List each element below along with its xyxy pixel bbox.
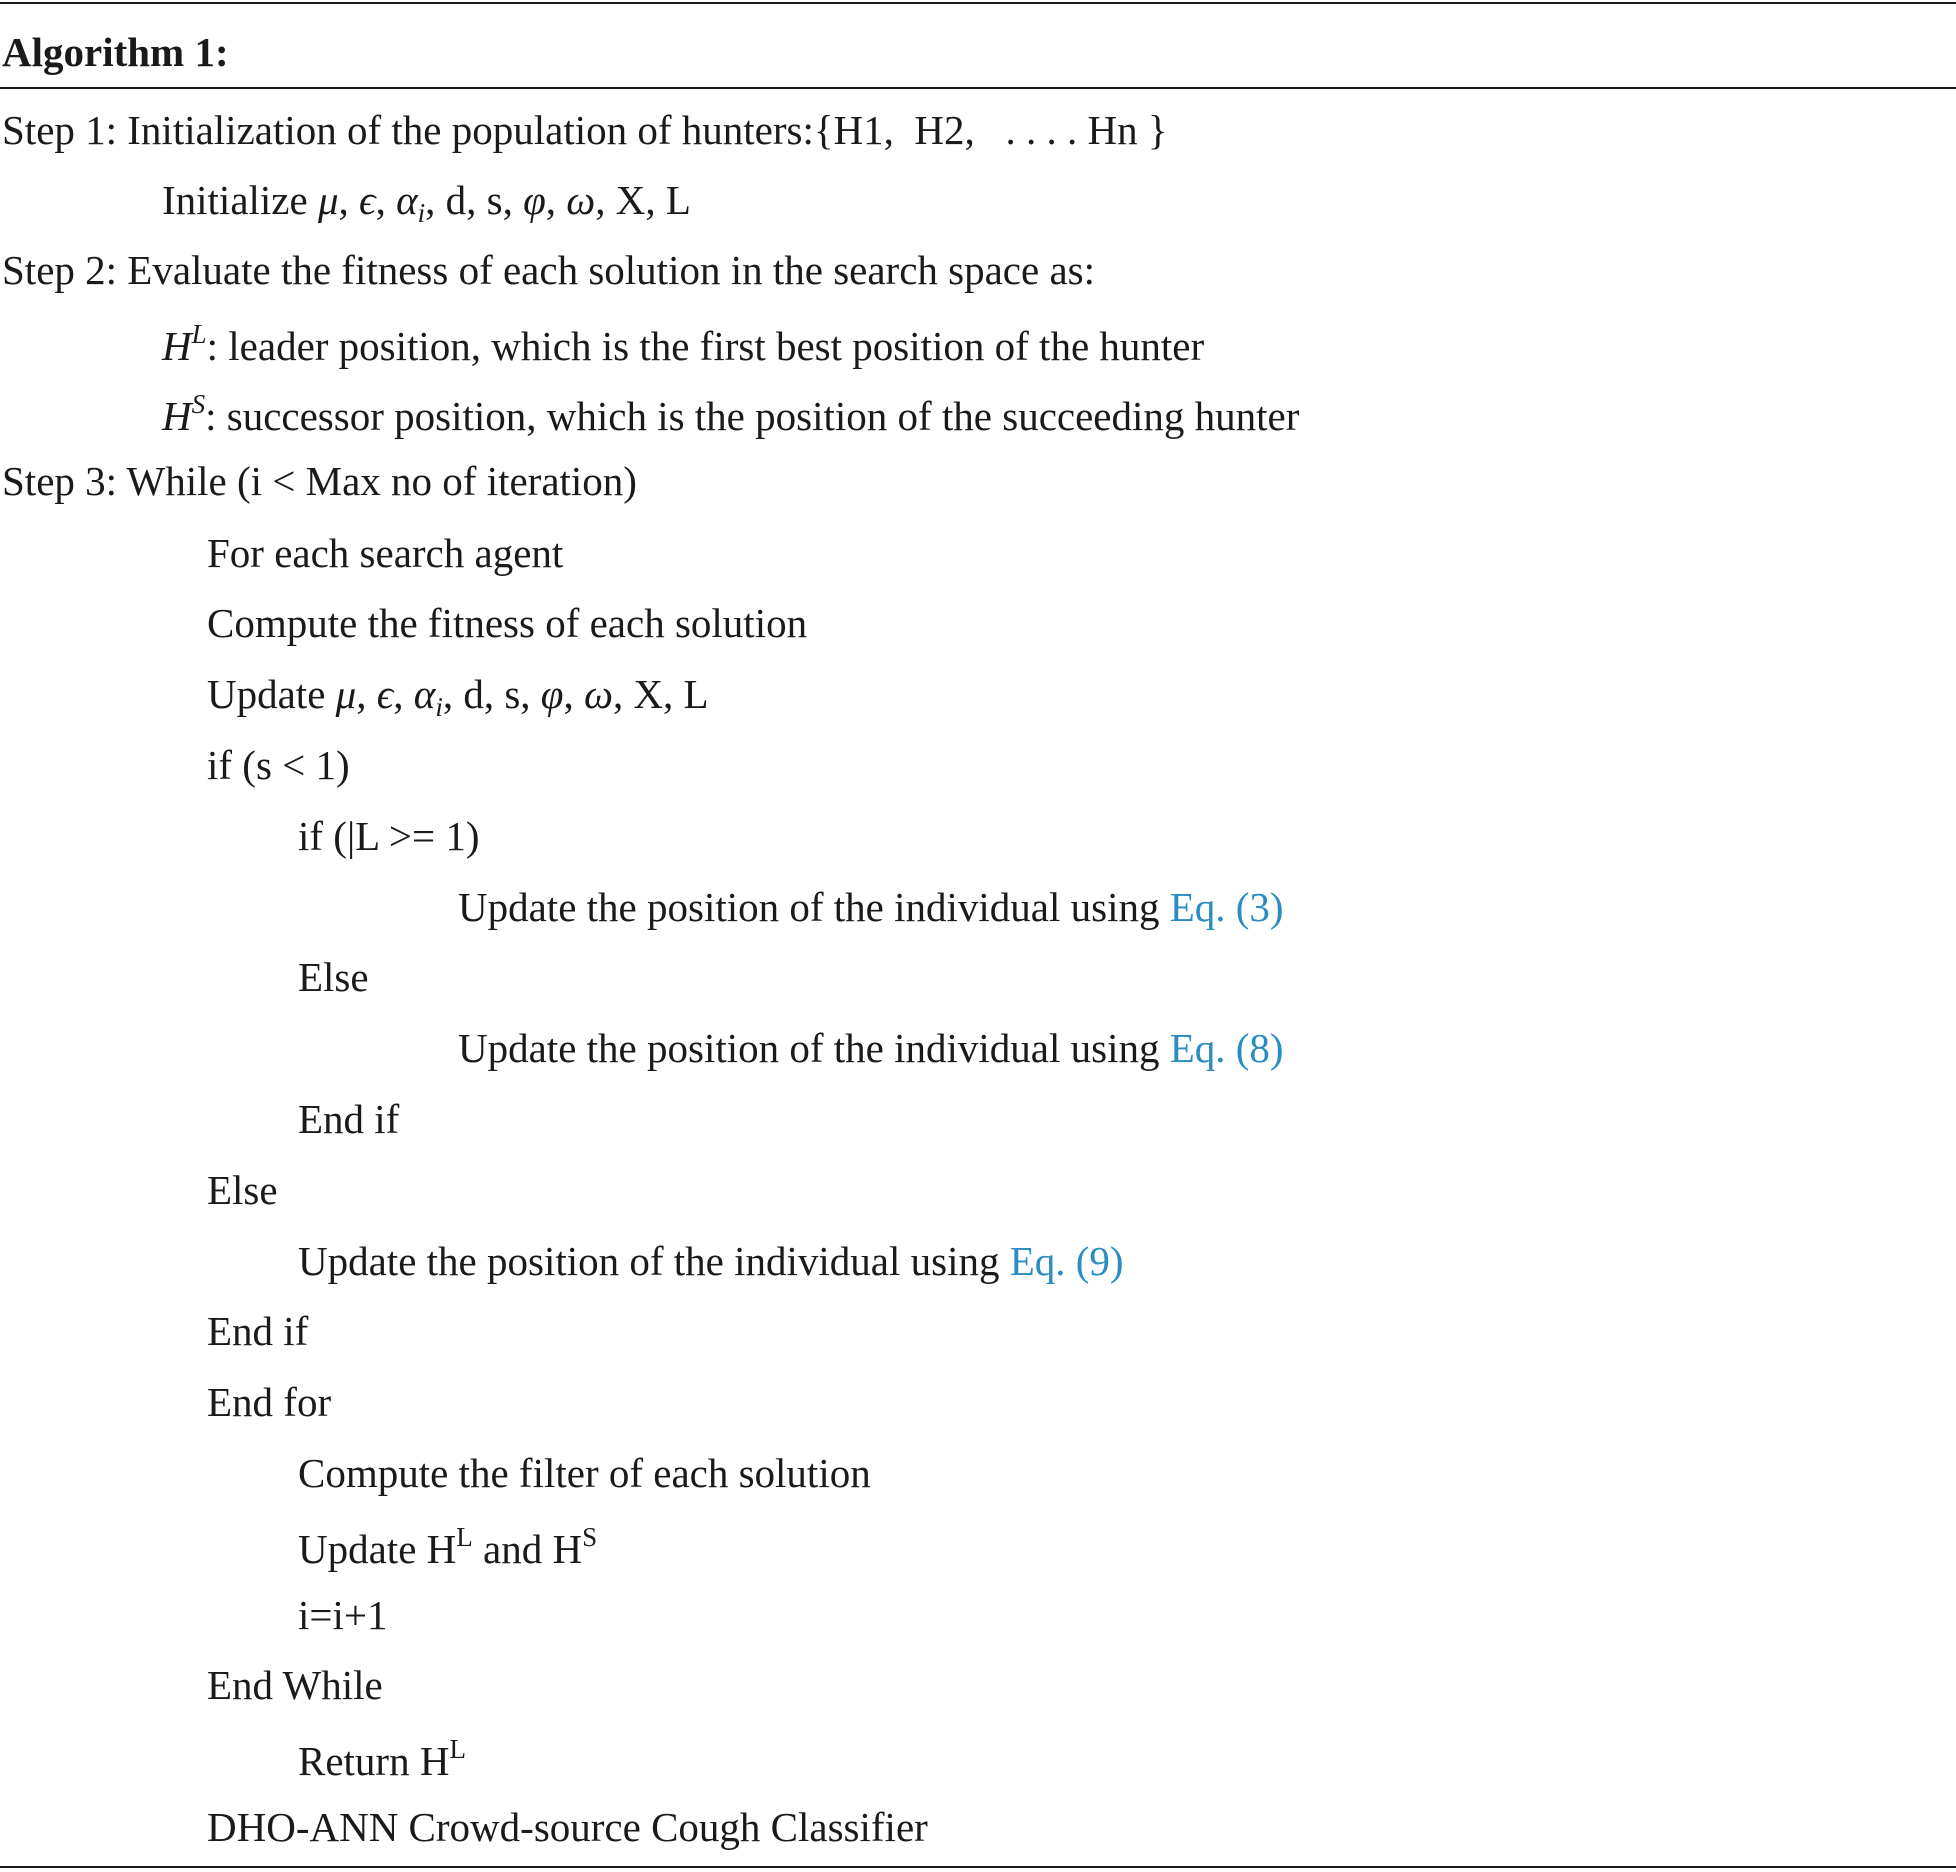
param-x: X [633,671,664,717]
sep: , [545,177,567,223]
step-1-line [2,107,1168,153]
else-inner-line: Else [298,954,369,1000]
algorithm-title: Algorithm 1: [2,29,229,75]
param-eps: ϵ [359,177,376,223]
update-eq8-line [458,1025,1284,1071]
update-h-and: and H [472,1526,583,1572]
if-l-line: if (|L >= 1) [298,813,480,859]
sep: , [425,177,446,223]
header-rule [0,87,1956,89]
param-mu: μ [335,671,357,717]
else-outer-line: Else [207,1167,278,1213]
param-alpha-sub: i [417,198,426,228]
sep: , [483,671,505,717]
end-while-line: End While [207,1662,383,1708]
step-3-label: Step 3: While (i < Max no of iteration) [2,458,637,504]
hunter-set: {H1, H2, . . . . Hn } [813,107,1168,153]
param-alpha: α [413,671,436,717]
sep: , [663,671,684,717]
classifier-line: DHO-ANN Crowd-source Cough Classifier [207,1804,928,1850]
update-h-line [298,1524,597,1570]
initialize-word: Initialize [162,177,318,223]
update-h-sup-s: S [582,1522,598,1552]
return-sup: L [449,1734,466,1764]
sep: , [645,177,666,223]
update-h-sup-l: L [456,1522,473,1552]
leader-sup: L [191,319,207,349]
param-x: X [615,177,646,223]
param-s: s [486,177,503,223]
leader-text: : leader position, which is the first best position of the hunter [206,323,1205,369]
return-line [298,1736,466,1782]
param-omega: ω [583,671,613,717]
sep: , [466,177,487,223]
successor-text: : successor position, which is the position of the succeeding hunter [205,393,1300,439]
update-word: Update [207,671,336,717]
sep: , [442,671,464,717]
param-alpha: α [396,177,418,223]
sep: , [563,671,584,717]
bottom-rule [0,1866,1956,1868]
sep: , [338,177,360,223]
end-if-inner-line: End if [298,1096,400,1142]
sep: , [612,671,634,717]
leader-h: H [162,323,192,369]
compute-fitness-line: Compute the fitness of each solution [207,600,808,646]
param-phi: φ [540,671,564,717]
compute-filter-line: Compute the filter of each solution [298,1450,871,1496]
eq-9-link[interactable]: Eq. (9) [1009,1238,1124,1284]
step-1-label: Step 1: Initialization of the population of hunters: [2,107,814,153]
update-pos-text: Update the position of the individual using [458,884,1170,930]
update-params-line [207,671,709,722]
initialize-line [162,177,691,228]
successor-h: H [162,393,192,439]
sep: , [520,671,541,717]
top-rule [0,2,1956,4]
increment-line: i=i+1 [298,1592,388,1638]
end-if-outer-line: End if [207,1308,309,1354]
param-mu: μ [317,177,339,223]
sep: , [375,177,397,223]
update-h-text: Update H [298,1526,457,1572]
successor-sup: S [191,389,206,419]
param-l: L [665,177,691,223]
param-eps: ϵ [376,671,394,717]
param-phi: φ [523,177,546,223]
param-alpha-sub: i [435,692,443,722]
param-d: d [463,671,484,717]
sep: , [356,671,377,717]
end-for-line: End for [207,1379,332,1425]
sep: , [393,671,414,717]
successor-line [162,391,1299,437]
eq-3-link[interactable]: Eq. (3) [1169,884,1284,930]
leader-line [162,321,1204,367]
eq-8-link[interactable]: Eq. (8) [1169,1025,1284,1071]
param-d: d [445,177,467,223]
sep: , [502,177,524,223]
param-omega: ω [566,177,596,223]
step-2-label: Step 2: Evaluate the fitness of each solution in the search space as: [2,247,1095,293]
param-l: L [683,671,709,717]
sep: , [595,177,616,223]
update-eq9-line [298,1238,1124,1284]
param-s: s [504,671,521,717]
update-eq3-line [458,884,1284,930]
update-pos-text: Update the position of the individual using [458,1025,1170,1071]
if-s-line: if (s < 1) [207,742,350,788]
for-each-line: For each search agent [207,530,564,576]
return-text: Return H [298,1738,450,1784]
update-pos-text: Update the position of the individual using [298,1238,1010,1284]
